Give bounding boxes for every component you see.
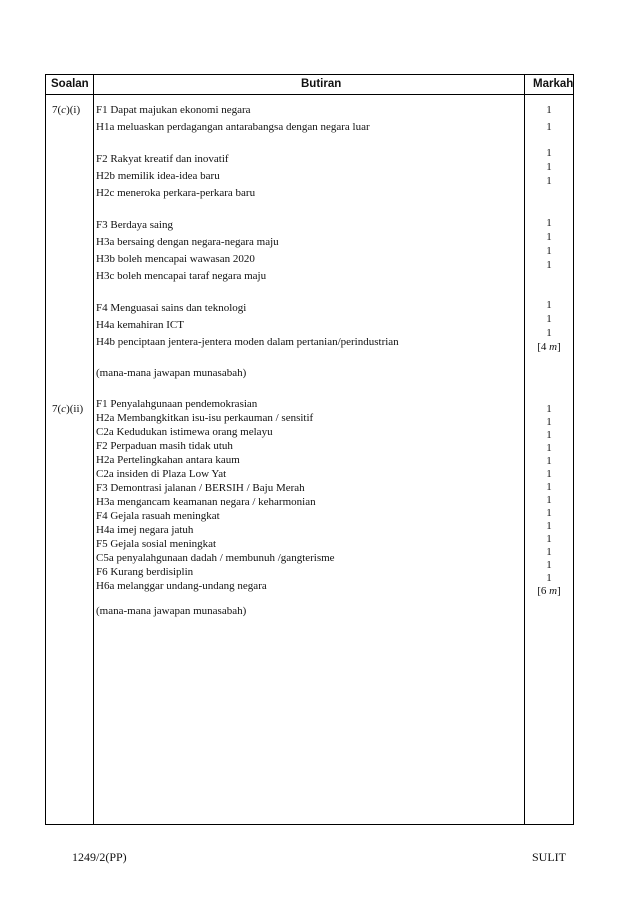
mark-value: 1 [546, 572, 552, 584]
mark-value: 1 [546, 104, 552, 116]
question-number-text: 7(c)(i) [52, 104, 81, 116]
mark-value: 1 [546, 147, 552, 159]
column-divider [93, 75, 94, 824]
answer-line: H6a melanggar undang-undang negara [96, 580, 267, 592]
answer-line: F3 Berdaya saing [96, 219, 173, 231]
header-butiran: Butiran [301, 78, 342, 90]
acceptable-answers-note: (mana-mana jawapan munasabah) [96, 605, 247, 617]
mark-value: 1 [546, 299, 552, 311]
mark-value: 1 [546, 259, 552, 271]
mark-value: 1 [546, 231, 552, 243]
mark-value: 1 [546, 494, 552, 506]
answer-line: F5 Gejala sosial meningkat [96, 538, 217, 550]
paper-code: 1249/2(PP) [72, 850, 127, 864]
question-number-2 [52, 403, 83, 415]
mark-value: 1 [546, 175, 552, 187]
answer-line: F1 Dapat majukan ekonomi negara [96, 104, 251, 116]
mark-value: 1 [546, 313, 552, 325]
answer-line: F2 Perpaduan masih tidak utuh [96, 440, 233, 452]
mark-value: 1 [546, 507, 552, 519]
answer-line: C2a Kedudukan istimewa orang melayu [96, 426, 273, 438]
answer-line: F4 Gejala rasuah meningkat [96, 510, 220, 522]
header-soalan: Soalan [51, 78, 89, 90]
mark-value: 1 [546, 217, 552, 229]
answer-line: H4a imej negara jatuh [96, 524, 194, 536]
answer-line: F2 Rakyat kreatif dan inovatif [96, 153, 229, 165]
mark-value: 1 [546, 468, 552, 480]
answer-line: H3b boleh mencapai wawasan 2020 [96, 253, 255, 265]
mark-value: 1 [546, 442, 552, 454]
table-header [46, 75, 573, 95]
confidential-label: SULIT [532, 850, 566, 864]
total-marks: [4 m] [537, 341, 561, 353]
mark-value: 1 [546, 327, 552, 339]
answer-line: H4b penciptaan jentera-jentera moden dalam pertanian/perindustrian [96, 336, 399, 348]
answer-line: F3 Demontrasi jalanan / BERSIH / Baju Merah [96, 482, 305, 494]
answer-line: F4 Menguasai sains dan teknologi [96, 302, 247, 314]
answer-line: H2b memilik idea-idea baru [96, 170, 220, 182]
answer-line: H2a Pertelingkahan antara kaum [96, 454, 240, 466]
mark-value: 1 [546, 559, 552, 571]
answer-line: H3a bersaing dengan negara-negara maju [96, 236, 279, 248]
mark-value: 1 [546, 161, 552, 173]
answer-line: F6 Kurang berdisiplin [96, 566, 194, 578]
question-number-1 [52, 104, 80, 116]
answer-line: H2a Membangkitkan isu-isu perkauman / sensitif [96, 412, 314, 424]
mark-value: 1 [546, 481, 552, 493]
marking-table [45, 74, 574, 825]
header-markah: Markah [533, 78, 574, 90]
answer-line: H3a mengancam keamanan negara / keharmonian [96, 496, 316, 508]
mark-value: 1 [546, 520, 552, 532]
answer-line: H4a kemahiran ICT [96, 319, 184, 331]
mark-value: 1 [546, 403, 552, 415]
question-number-text: 7(c)(ii) [52, 403, 84, 415]
answer-line: H2c meneroka perkara-perkara baru [96, 187, 256, 199]
mark-value: 1 [546, 546, 552, 558]
mark-value: 1 [546, 121, 552, 133]
mark-value: 1 [546, 533, 552, 545]
mark-value: 1 [546, 455, 552, 467]
answer-line: H3c boleh mencapai taraf negara maju [96, 270, 267, 282]
mark-value: 1 [546, 416, 552, 428]
answer-line: H1a meluaskan perdagangan antarabangsa dengan negara luar [96, 121, 370, 133]
mark-value: 1 [546, 245, 552, 257]
answer-line: C5a penyalahgunaan dadah / membunuh /gangterisme [96, 552, 335, 564]
mark-value: 1 [546, 429, 552, 441]
answer-line: C2a insiden di Plaza Low Yat [96, 468, 227, 480]
answer-line: F1 Penyalahgunaan pendemokrasian [96, 398, 258, 410]
acceptable-answers-note: (mana-mana jawapan munasabah) [96, 367, 247, 379]
total-marks: [6 m] [537, 585, 561, 597]
